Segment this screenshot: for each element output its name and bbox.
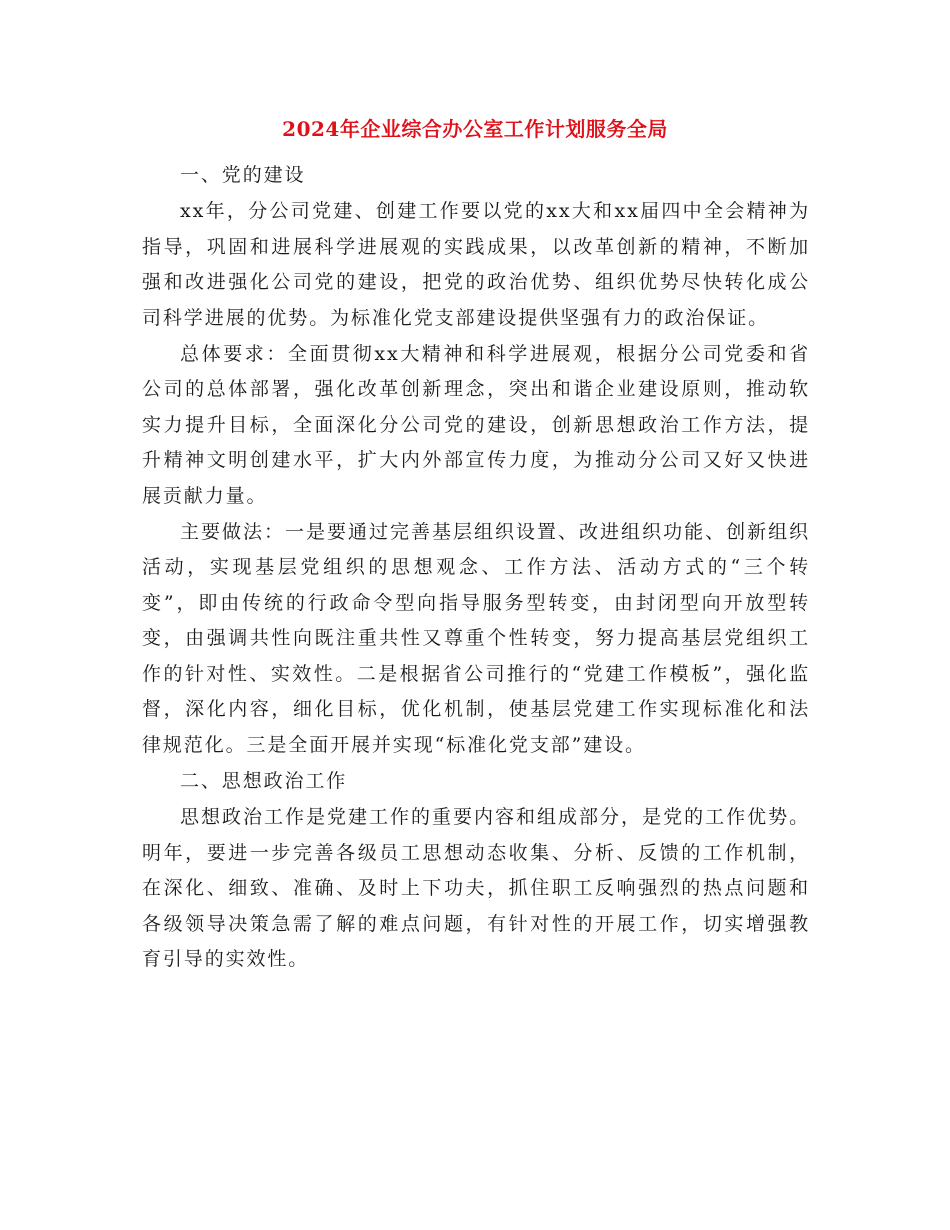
paragraph: 总体要求：全面贯彻xx大精神和科学进展观，根据分公司党委和省公司的总体部署，强化改革创新理念，突出和谐企业建设原则，推动软实力提升目标，全面深化分公司党的建设，创新思想政治工作方法，提升精神文明创建水平，扩大内外部宣传力度，为推动分公司又好又快进展贡献力量。 [142,343,810,507]
paragraph: 思想政治工作是党建工作的重要内容和组成部分，是党的工作优势。明年，要进一步完善各级员工思想动态收集、分析、反馈的工作机制，在深化、细致、准确、及时上下功夫，抓住职工反响强烈的热点问题和各级领导决策急需了解的难点问题，有针对性的开展工作，切实增强教育引导的实效性。 [142,806,810,970]
document-body [142,158,810,978]
section-heading-ideological-work: 二、思想政治工作 [180,769,348,792]
paragraph: 主要做法：一是要通过完善基层组织设置、改进组织功能、创新组织活动，实现基层党组织的思想观念、工作方法、活动方式的“三个转变”，即由传统的行政命令型向指导服务型转变，由封闭型向开放型转变，由强调共性向既注重共性又尊重个性转变，努力提高基层党组织工作的针对性、实效性。二是根据省公司推行的“党建工作模板”，强化监督，深化内容，细化目标，优化机制，使基层党建工作实现标准化和法律规范化。三是全面开展并实现“标准化党支部”建设。 [142,521,810,756]
section-heading-party-building: 一、党的建设 [180,164,306,186]
paragraph: xx年，分公司党建、创建工作要以党的xx大和xx届四中全会精神为指导，巩固和进展科学进展观的实践成果，以改革创新的精神，不断加强和改进强化公司党的建设，把党的政治优势、组织优势尽快转化成公司科学进展的优势。为标准化党支部建设提供坚强有力的政治保证。 [142,200,810,329]
document-title: 2024年企业综合办公室工作计划服务全局 [282,117,668,141]
